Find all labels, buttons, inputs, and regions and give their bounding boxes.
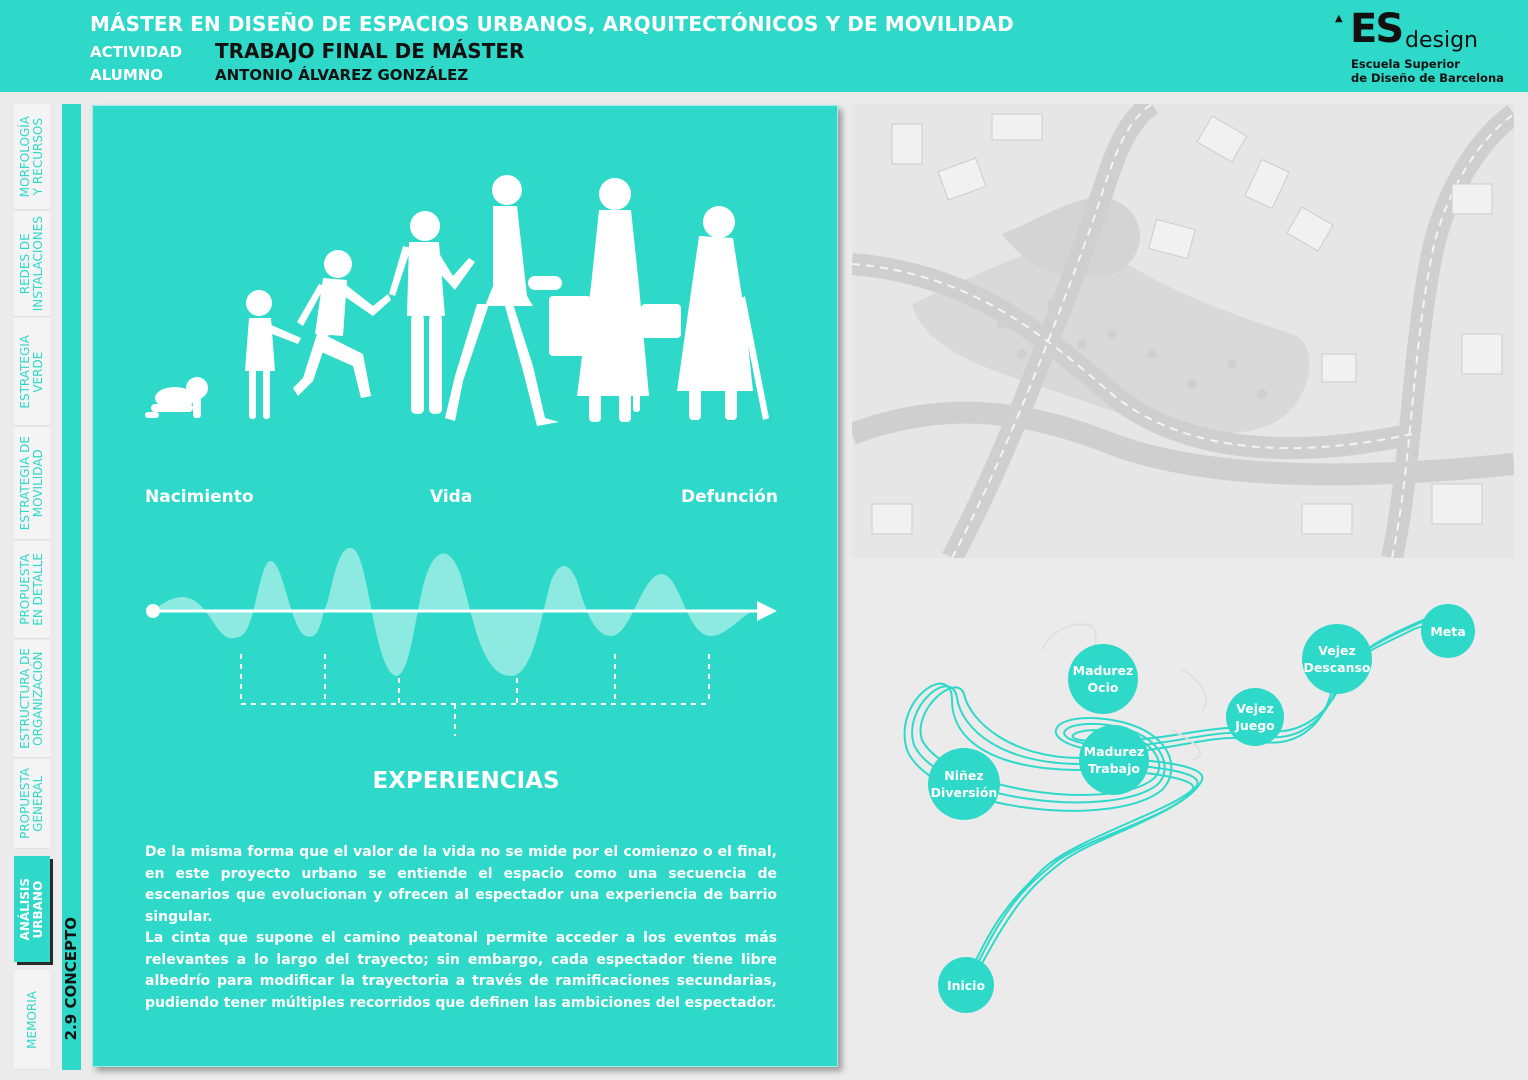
tab-label: ESTRATEGIA DE MOVILIDAD [18,435,45,531]
tab-propuesta-general[interactable] [14,759,50,849]
stage-defuncion: Defunción [681,487,778,507]
stage-nacimiento: Nacimiento [145,487,254,507]
timeline-start-dot [146,604,160,618]
node-meta[interactable]: Meta [1421,604,1475,658]
logo-line2: de Diseño de Barcelona [1351,71,1504,85]
child-silhouette [293,250,391,398]
actividad-label: ACTIVIDAD [90,43,183,61]
section-tabs [14,104,50,1070]
experiencias-heading: EXPERIENCIAS [372,768,560,794]
tab-memoria[interactable] [14,970,50,1070]
esdesign-logo [1335,8,1515,88]
node-madurez-trabajo[interactable]: Madurez Trabajo [1079,725,1149,795]
adult-silhouette [549,178,649,422]
tab-estrategia-verde[interactable] [14,318,50,426]
life-stages-illustration [133,166,793,431]
node-vejez-descanso[interactable]: Vejez Descanso [1302,624,1372,694]
logo-es: ES [1350,6,1403,52]
alumno-label: ALUMNO [90,66,164,84]
node-vejez-juego[interactable]: Vejez Juego [1226,688,1284,746]
master-title: MÁSTER EN DISEÑO DE ESPACIOS URBANOS, ARQUITECTÓNICOS Y DE MOVILIDAD [90,12,1014,36]
tab-label: ESTRATEGIA VERDE [18,334,45,409]
toddler-silhouette [245,290,301,419]
experiences-bracket [241,654,709,736]
header-bar [0,0,1528,92]
baby-silhouette [145,377,208,418]
section-title: 2.9 CONCEPTO [62,916,80,1040]
life-wave-diagram [141,536,791,736]
node-ninez-diversion[interactable]: Niñez Diversión [928,748,1000,820]
node-inicio[interactable]: Inicio [938,957,994,1013]
woman-silhouette [445,175,562,426]
logo-triangle-icon: ▲ [1335,13,1343,24]
tab-label: ESTRUCTURA DE ORGANIZACIÓN [18,648,45,749]
tab-label: MORFOLOGÍA Y RECURSOS [18,115,45,198]
tab-label: PROPUESTA EN DETALLE [18,553,45,626]
tab-redes[interactable] [14,211,50,317]
tab-morfologia[interactable] [14,104,50,210]
concept-paragraph-1: De la misma forma que el valor de la vida no se mide por el comienzo o el final, en este proyecto urbano se entiende el espacio como una secuencia de escenarios que evolucionan y ofrecen al espectador una experiencia de barrio singular. [145,844,777,925]
tab-analisis-urbano[interactable] [14,856,50,962]
section-strip [62,104,81,1070]
logo-line1: Escuela Superior [1351,57,1460,71]
tab-estrategia-movilidad[interactable] [14,427,50,540]
arrow-head-icon [757,601,777,621]
tab-label: REDES DE INSTALACIONES [18,215,45,312]
tab-label: ANÁLISIS URBANO [18,877,45,941]
elderly-silhouette [641,206,769,420]
alumno-value: ANTONIO ÁLVAREZ GONZÁLEZ [215,66,469,84]
stage-vida: Vida [430,487,473,507]
tab-label: MEMORIA [24,990,39,1049]
node-madurez-ocio[interactable]: Madurez Ocio [1068,644,1138,714]
aerial-map-drawing [852,104,1514,558]
actividad-value: TRABAJO FINAL DE MÁSTER [215,39,525,63]
concept-panel [92,105,838,1067]
aerial-map [852,104,1514,558]
tab-label: PROPUESTA GENERAL [18,768,45,839]
tab-propuesta-detalle[interactable] [14,541,50,639]
concept-paragraph-2: La cinta que supone el camino peatonal permite acceder a los eventos más relevantes a lo largo del trayecto; sin embargo, cada espectador tiene libre albedrío para modificar la trayectoria a través de ramificaciones secundarias, pudiendo tener múltiples recorridos que definen las ambiciones del espectador. [145,930,777,1011]
logo-design: design [1405,28,1478,53]
tab-estructura[interactable] [14,640,50,758]
